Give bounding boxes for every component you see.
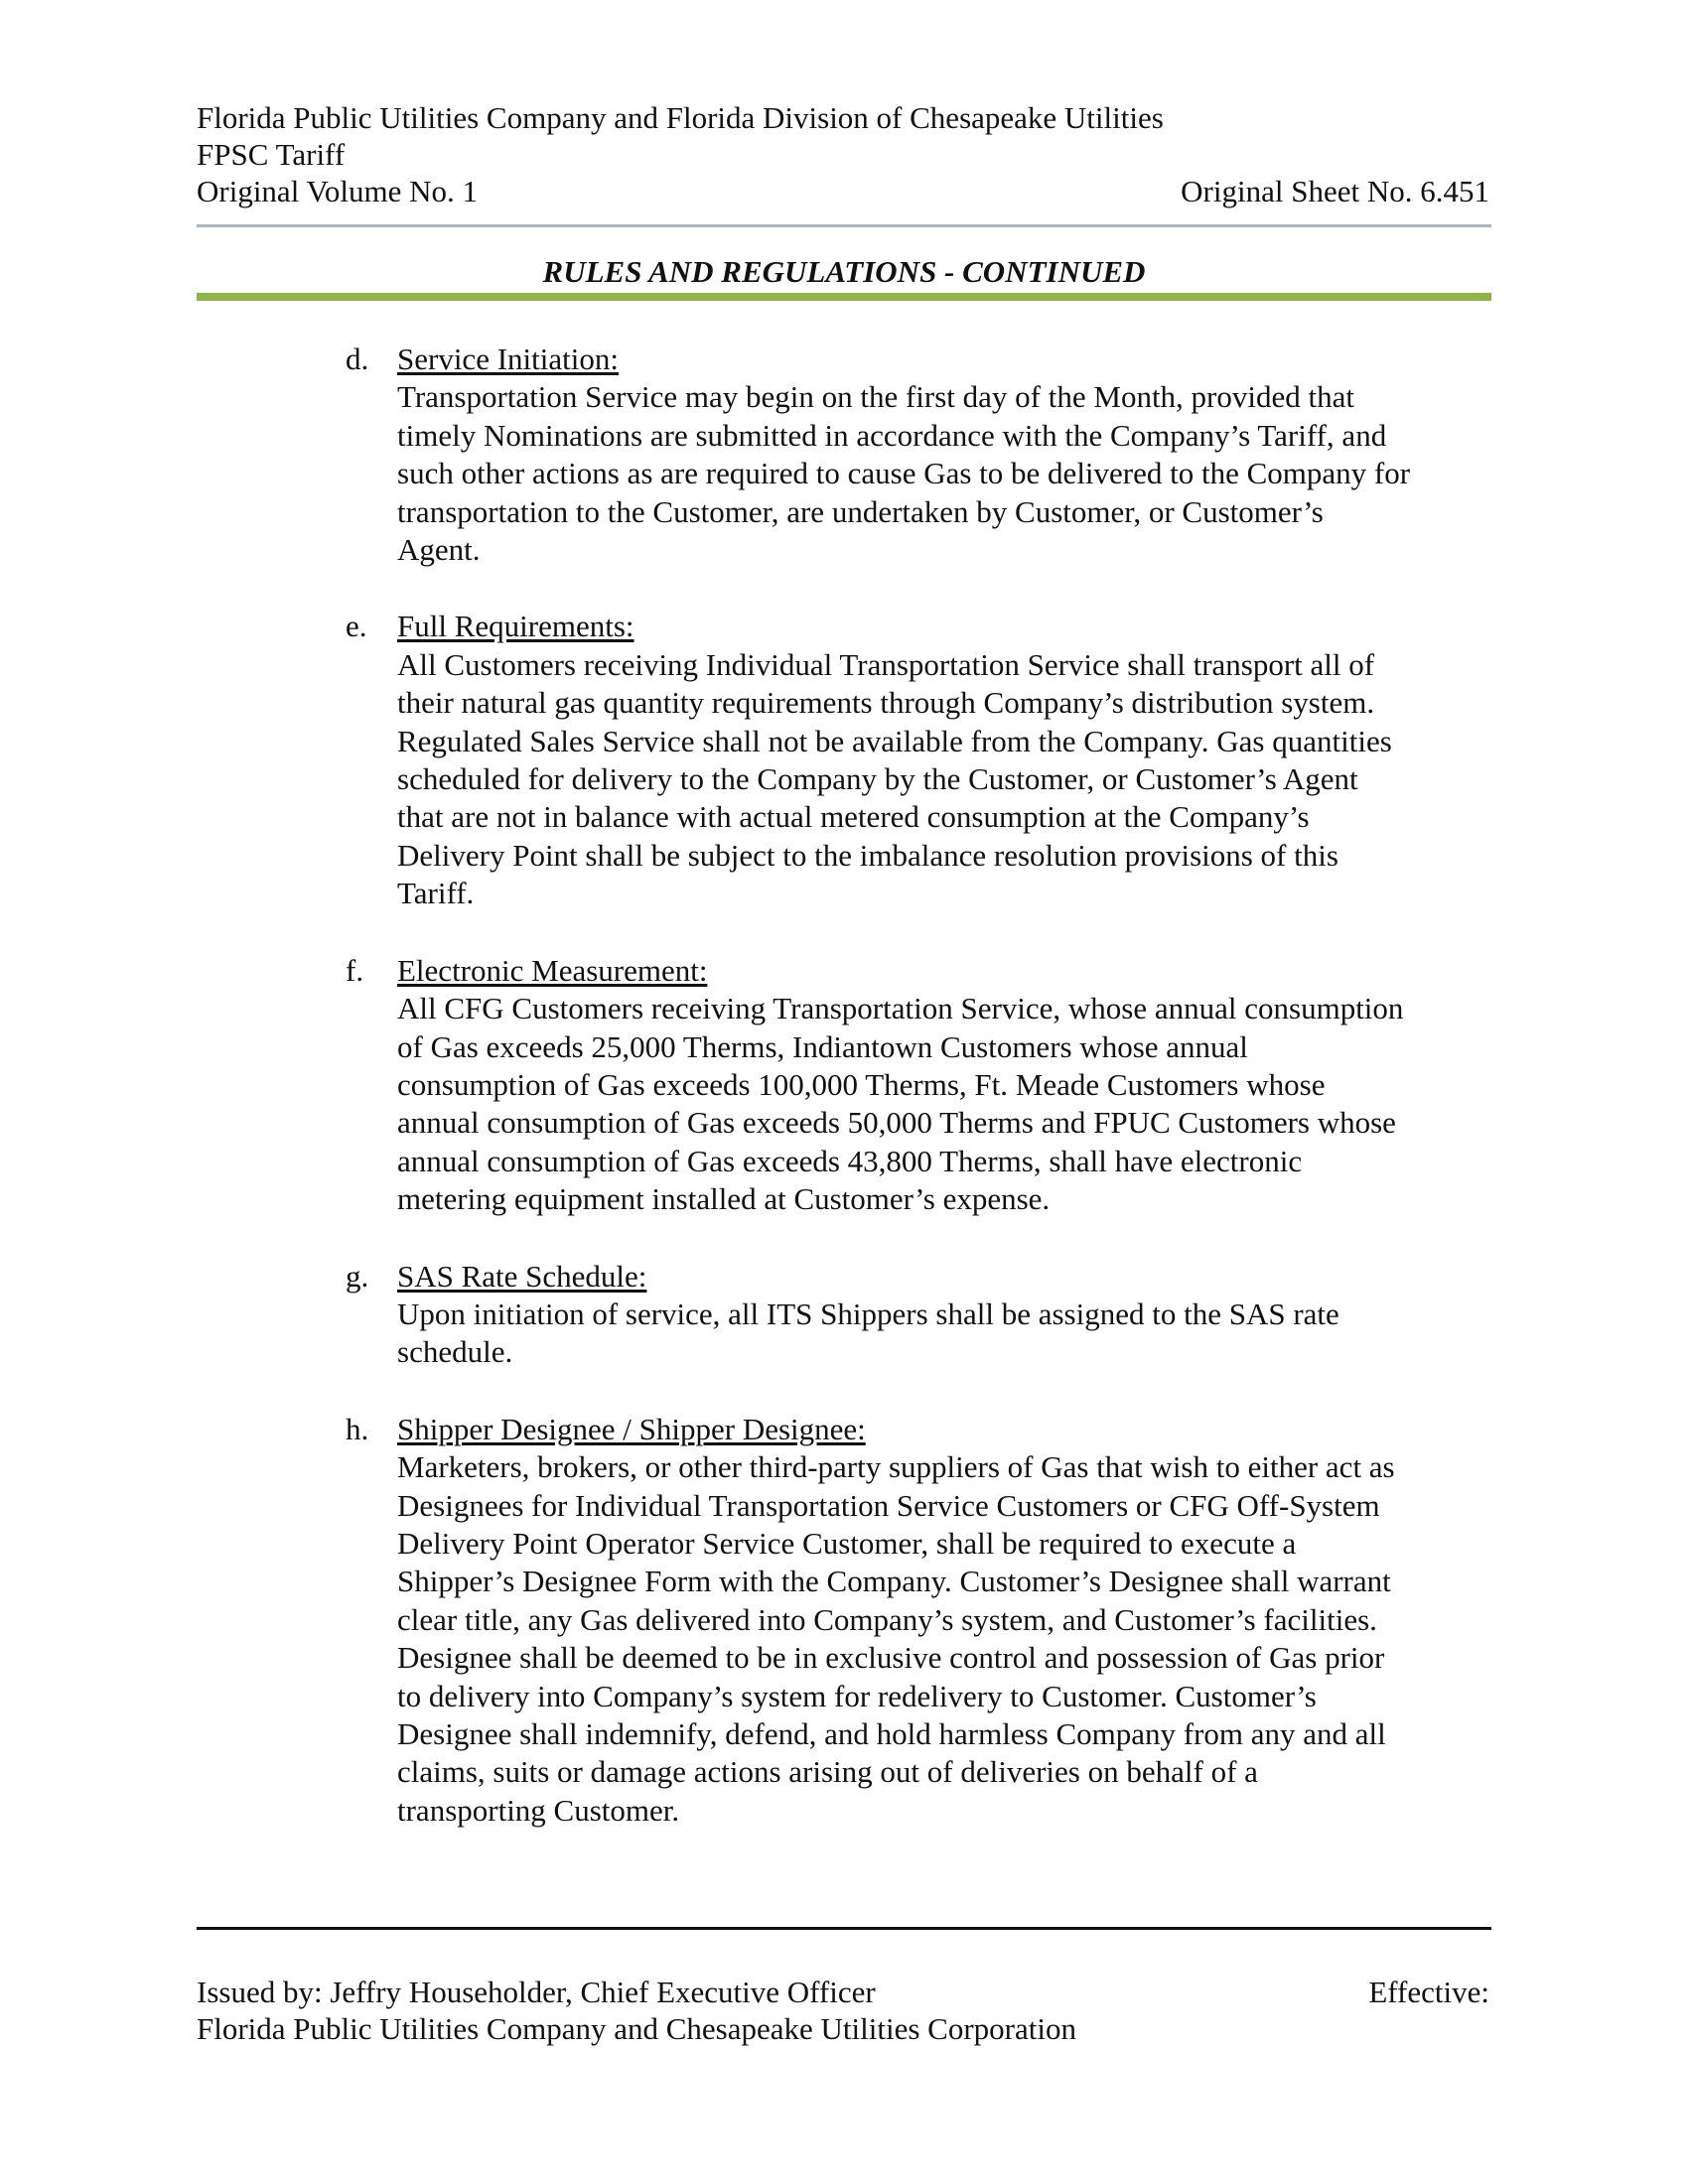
footer-issued-by: Issued by: Jeffry Householder, Chief Executive Officer (197, 1975, 876, 2009)
rule-item-text-line: Regulated Sales Service shall not be available from the Company. Gas quantities (397, 723, 1392, 758)
rule-item-text-line: Transportation Service may begin on the first day of the Month, provided that (397, 379, 1354, 415)
rule-item-text-line: Tariff. (397, 876, 475, 911)
rule-item-text-line: Upon initiation of service, all ITS Shippers shall be assigned to the SAS rate (397, 1296, 1339, 1331)
rule-item-text-line: timely Nominations are submitted in accordance with the Company’s Tariff, and (397, 417, 1387, 453)
rule-item-text-line: that are not in balance with actual metered consumption at the Company’s (397, 799, 1310, 835)
rule-item-text-line: transportation to the Customer, are undertaken by Customer, or Customer’s (397, 493, 1324, 529)
rule-item-text-line: annual consumption of Gas exceeds 50,000 Therms and FPUC Customers whose (397, 1105, 1396, 1141)
rule-item-heading: Full Requirements: (397, 609, 634, 644)
rule-item-text-line: All Customers receiving Individual Transportation Service shall transport all of (397, 646, 1375, 682)
rule-item-text-line: such other actions as are required to cause Gas to be delivered to the Company for (397, 456, 1411, 491)
page-header (197, 99, 1489, 209)
header-company-line: Florida Public Utilities Company and Florida Division of Chesapeake Utilities (197, 100, 1164, 135)
rule-item-text-line: metering equipment installed at Customer’s expense. (397, 1181, 1051, 1217)
rule-item-text-line: schedule. (397, 1334, 513, 1370)
rule-item-content (397, 1411, 1497, 1830)
rule-item-text-line: Designee shall be deemed to be in exclusive control and possession of Gas prior (397, 1640, 1385, 1676)
rule-item-heading: Electronic Measurement: (397, 952, 708, 988)
header-volume: Original Volume No. 1 (197, 174, 479, 208)
rule-item-text-line: scheduled for delivery to the Company by the Customer, or Customer’s Agent (397, 761, 1358, 797)
rule-item-text-line: clear title, any Gas delivered into Company’s system, and Customer’s facilities. (397, 1601, 1377, 1637)
rule-item-text-line: consumption of Gas exceeds 100,000 Therms, Ft. Meade Customers whose (397, 1066, 1326, 1102)
rule-item (346, 1258, 1497, 1372)
rule-item-heading: SAS Rate Schedule: (397, 1258, 647, 1294)
rule-item-content (397, 952, 1497, 1219)
rule-item-letter: g. (346, 1258, 369, 1294)
rules-list (346, 341, 1497, 1868)
rule-item-text-line: All CFG Customers receiving Transportation Service, whose annual consumption (397, 991, 1404, 1026)
rule-item-text-line: of Gas exceeds 25,000 Therms, Indiantown Customers whose annual (397, 1028, 1248, 1064)
rule-item-heading: Shipper Designee / Shipper Designee: (397, 1411, 866, 1446)
footer-divider (197, 1927, 1491, 1930)
header-volume-row (197, 173, 1489, 209)
rule-item (346, 952, 1497, 1219)
rule-item-text-line: transporting Customer. (397, 1792, 680, 1828)
rule-item-letter: f. (346, 952, 364, 988)
rule-item (346, 341, 1497, 569)
rule-item (346, 1411, 1497, 1830)
rule-item-text-line: Designees for Individual Transportation Service Customers or CFG Off-System (397, 1487, 1380, 1523)
header-tariff-line: FPSC Tariff (197, 137, 346, 172)
rule-item-content (397, 608, 1497, 912)
section-title: RULES AND REGULATIONS - CONTINUED (542, 254, 1146, 289)
rule-item-heading: Service Initiation: (397, 341, 619, 376)
rule-item-text-line: Delivery Point shall be subject to the imbalance resolution provisions of this (397, 837, 1338, 873)
rule-item-letter: h. (346, 1411, 369, 1446)
header-divider (197, 224, 1491, 227)
rule-item-text-line: Agent. (397, 532, 481, 568)
header-sheet-number: Original Sheet No. 6.451 (1181, 174, 1489, 208)
rule-item-content (397, 1258, 1497, 1372)
rule-item-text-line: claims, suits or damage actions arising out of deliveries on behalf of a (397, 1754, 1258, 1790)
title-divider (197, 293, 1491, 301)
rule-item-text-line: annual consumption of Gas exceeds 43,800 Therms, shall have electronic (397, 1143, 1303, 1178)
rule-item-letter: e. (346, 609, 367, 644)
footer-companies: Florida Public Utilities Company and Chesapeake Utilities Corporation (197, 2011, 1076, 2046)
rule-item-text-line: Marketers, brokers, or other third-party suppliers of Gas that wish to either act as (397, 1449, 1395, 1485)
rule-item-letter: d. (346, 341, 369, 376)
rule-item-text-line: their natural gas quantity requirements through Company’s distribution system. (397, 685, 1375, 721)
footer-effective: Effective: (1368, 1975, 1489, 2009)
rule-item-text-line: Shipper’s Designee Form with the Company. Customer’s Designee shall warrant (397, 1564, 1391, 1599)
rule-item-text-line: to delivery into Company’s system for redelivery to Customer. Customer’s (397, 1678, 1317, 1713)
rule-item-content (397, 341, 1497, 569)
rule-item-text-line: Designee shall indemnify, defend, and hold harmless Company from any and all (397, 1716, 1386, 1751)
rule-item (346, 608, 1497, 912)
rule-item-text-line: Delivery Point Operator Service Customer, shall be required to execute a (397, 1525, 1297, 1561)
footer-issued-row (197, 1974, 1489, 2010)
page-footer (197, 1974, 1489, 2047)
